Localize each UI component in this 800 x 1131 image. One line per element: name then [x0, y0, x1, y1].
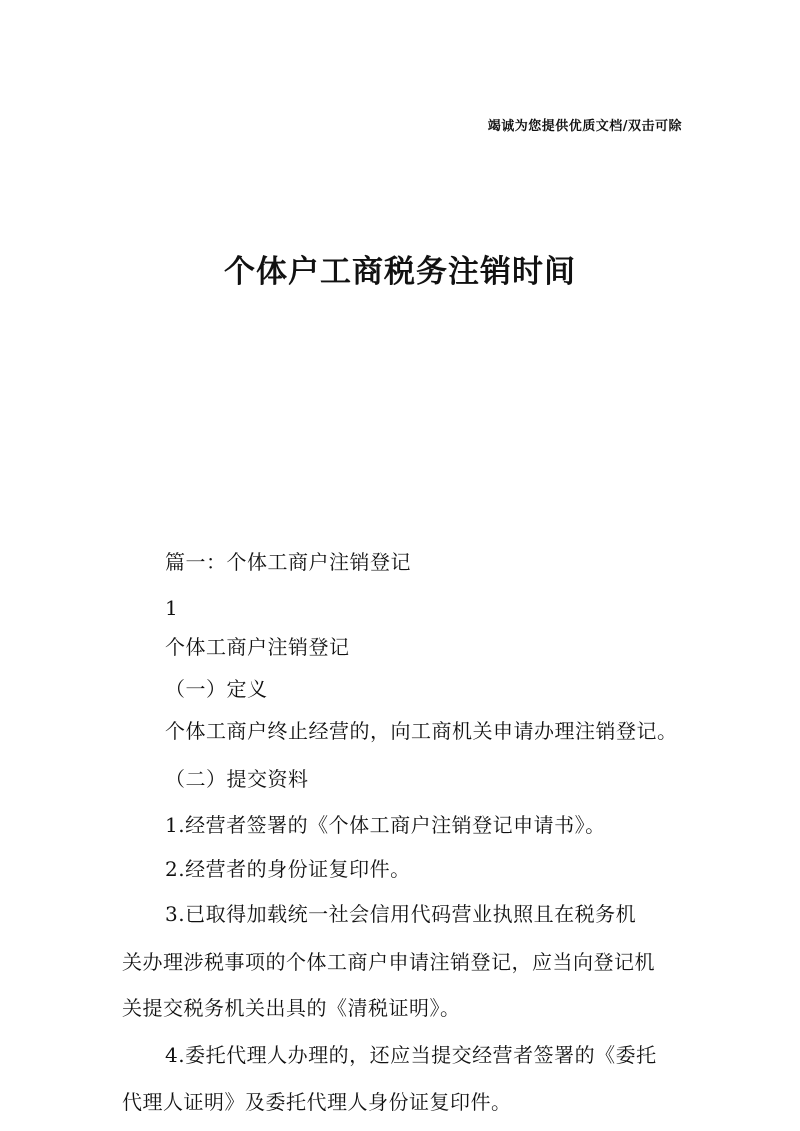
document-title: 个体户工商税务注销时间 — [224, 254, 576, 290]
list-item-3-line-1: 3.已取得加载统一社会信用代码营业执照且在税务机 — [165, 902, 637, 926]
subheading-materials: （二）提交资料 — [165, 767, 309, 791]
subheading-registration: 个体工商户注销登记 — [165, 635, 350, 659]
list-item-3-line-3: 关提交税务机关出具的《清税证明》。 — [122, 996, 461, 1020]
section-heading-chapter-one: 篇一：个体工商户注销登记 — [165, 550, 411, 574]
paragraph-definition: 个体工商户终止经营的，向工商机关申请办理注销登记。 — [165, 719, 678, 743]
header-note: 竭诚为您提供优质文档/双击可除 — [487, 119, 682, 134]
page-number-line: 1 — [165, 596, 179, 620]
list-item-4-line-2: 代理人证明》及委托代理人身份证复印件。 — [122, 1090, 512, 1114]
list-item-3-line-2: 关办理涉税事项的个体工商户申请注销登记，应当向登记机 — [122, 950, 655, 974]
list-item-2: 2.经营者的身份证复印件。 — [165, 857, 411, 881]
subheading-definition: （一）定义 — [165, 677, 268, 701]
list-item-1: 1.经营者签署的《个体工商户注销登记申请书》。 — [165, 813, 606, 837]
list-item-4-line-1: 4.委托代理人办理的，还应当提交经营者签署的《委托 — [165, 1043, 657, 1067]
